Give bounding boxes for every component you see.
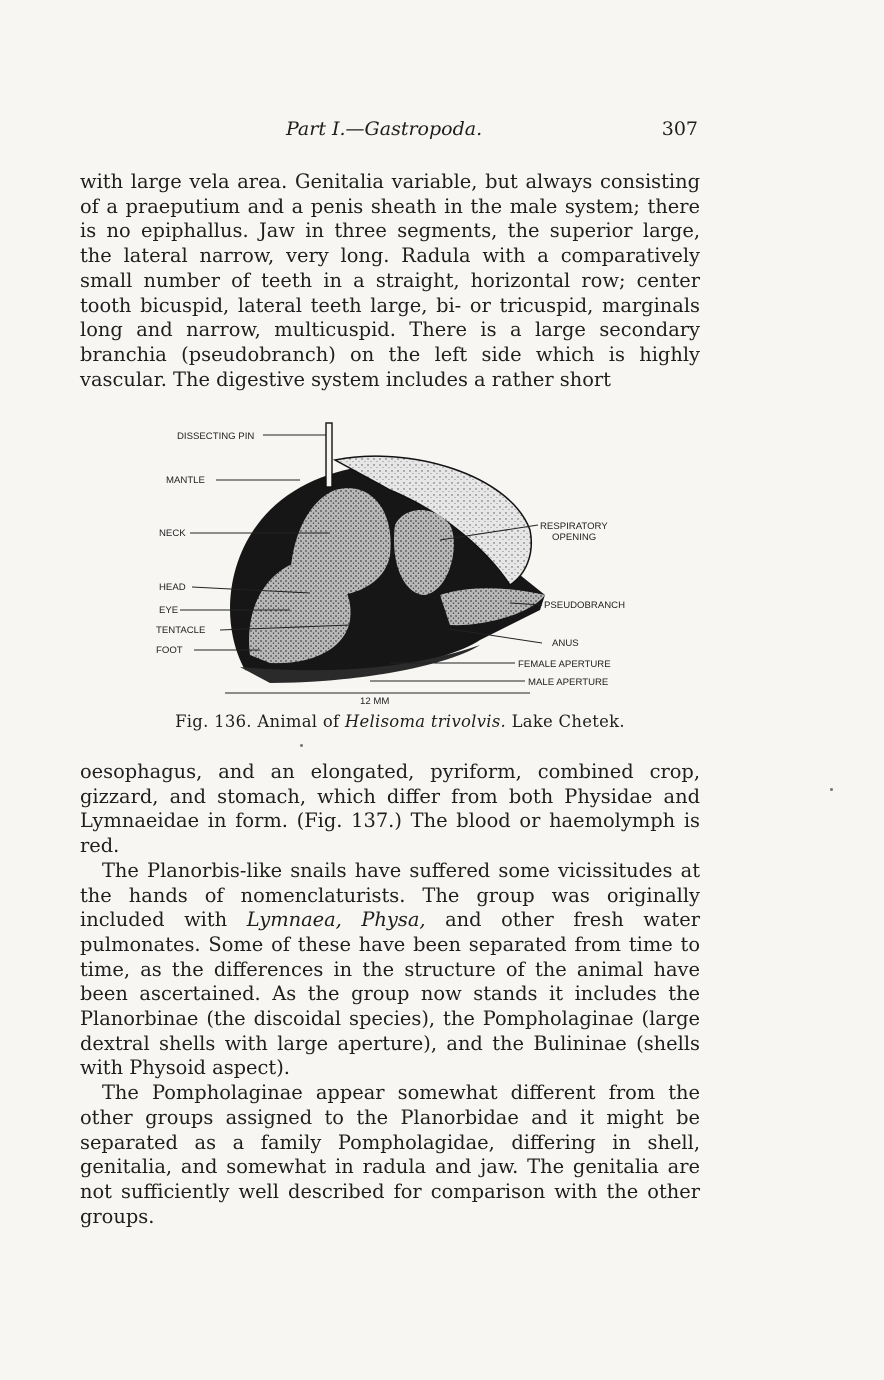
label-mantle: MANTLE — [166, 475, 205, 486]
label-dissecting-pin: DISSECTING PIN — [177, 431, 255, 442]
label-head: HEAD — [159, 582, 186, 593]
running-title: Part I.—Gastropoda. — [286, 118, 483, 140]
paragraph: with large vela area. Genitalia variable, but always consisting of a praeputium and a penis sheath in the male system; there is no epiphallus. Jaw in three segments, the superior large, the lateral narrow, very long. Radula with a comparatively small number of teeth in a straight, horizontal row; center tooth bicuspid, lateral teeth large, bi- or tricuspid, marginals long and narrow, multicuspid. There is a large secondary branchia (pseudobranch) on the left side which is highly vascular. The digestive system includes a rather short — [80, 170, 700, 391]
running-header — [80, 118, 700, 144]
snail-anatomy-illustration — [150, 415, 650, 705]
label-respiratory-opening-2: OPENING — [552, 532, 597, 543]
paragraph-2-text-a: The Planorbis-like snails have suffered some vicissitudes at the hands of nomenclaturists. The group was originally included with — [80, 858, 700, 932]
body-text-bottom — [80, 760, 700, 1229]
paragraph-2-genera: Lymnaea, Physa, — [246, 908, 426, 932]
label-eye: EYE — [159, 605, 179, 616]
caption-species: Helisoma trivolvis. — [344, 712, 507, 731]
body-text-top — [80, 170, 700, 392]
paragraph-2-text-b: and other fresh water pulmonates. Some of these have been separated from time to time, as the differences in the structure of the animal have been ascertained. As the group now stands it includes the Planorbinae (the discoidal species), the Pompholaginae (large dextral shells with large aperture), and the Bulininae (shells with Physoid aspect). — [80, 908, 700, 1080]
caption-prefix: Fig. 136. — [175, 712, 252, 731]
figure-136 — [150, 415, 650, 705]
dissecting-pin — [326, 423, 332, 487]
caption-text: Animal of — [257, 712, 340, 731]
paragraph-2 — [80, 859, 700, 1081]
label-tentacle: TENTACLE — [156, 625, 206, 636]
label-male-aperture: MALE APERTURE — [528, 677, 609, 688]
label-anus: ANUS — [552, 638, 579, 649]
paragraph-3: The Pompholaginae appear somewhat different from the other groups assigned to the Planorbidae and it might be separated as a family Pompholagidae, differing in shell, genitalia, and somewhat in radula and jaw. The genitalia are not sufficiently well described for comparison with the other groups. — [80, 1081, 700, 1228]
pseudobranch — [440, 588, 545, 625]
label-foot: FOOT — [156, 645, 183, 656]
label-neck: NECK — [159, 528, 186, 539]
paragraph-1: oesophagus, and an elongated, pyriform, combined crop, gizzard, and stomach, which differ from both Physidae and Lymnaeidae in form. (Fig. 137.) The blood or haemolymph is red. — [80, 760, 700, 858]
label-scale: 12 MM — [360, 696, 390, 705]
figure-caption — [80, 712, 720, 731]
label-respiratory-opening: RESPIRATORY — [540, 521, 608, 532]
scan-speck — [300, 744, 303, 747]
label-female-aperture: FEMALE APERTURE — [518, 659, 611, 670]
scan-speck — [830, 788, 833, 791]
page-number: 307 — [661, 118, 698, 140]
label-pseudobranch: PSEUDOBRANCH — [544, 600, 626, 611]
caption-location: Lake Chetek. — [511, 712, 625, 731]
